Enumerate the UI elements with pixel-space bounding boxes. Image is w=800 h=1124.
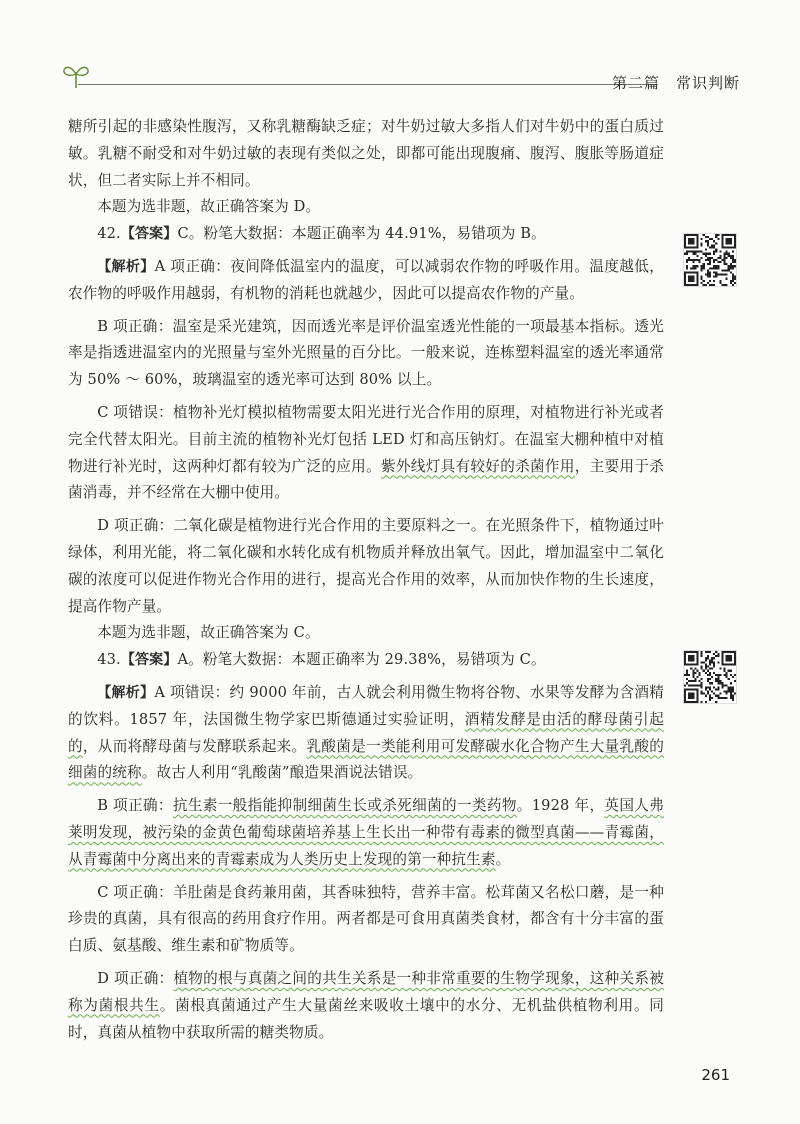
answer-42: 42.【答案】C。粉笔大数据：本题正确率为 44.91%，易错项为 B。 <box>97 225 546 243</box>
highlight: 植物的根与真菌之间的共生关系是一种非常重要的生物学现象，这种关系被称为菌根共生 <box>68 969 664 1014</box>
qr-code-icon[interactable] <box>683 650 737 704</box>
page-content <box>68 114 664 1046</box>
page-number: 261 <box>701 1066 730 1084</box>
analysis-42-c: C 项错误：植物补光灯模拟植物需要太阳光进行光合作用的原理，对植物进行补光或者完全代替太阳光。目前主流的植物补光灯包括 LED 灯和高压钠灯。在温室大棚种植中对植物进行补光时，这两种灯都有较为广泛的应用。紫外线灯具有较好的杀菌作用，主要用于杀菌消毒，并不经常在大棚中使用。 <box>68 403 664 502</box>
highlight: 紫外线灯具有较好的杀菌作用 <box>380 457 575 475</box>
highlight: 抗生素一般指能抑制细菌生长或杀死细菌的一类药物 <box>172 797 517 815</box>
header-rule <box>78 84 656 85</box>
highlight: 酒精发酵是由活的酵母菌引起的 <box>68 710 664 755</box>
analysis-43-a: 【解析】A 项错误：约 9000 年前，古人就会利用微生物将谷物、水果等发酵为含酒精的饮料。1857 年，法国微生物学家巴斯德通过实验证明，酒精发酵是由活的酵母菌引起的，从而将酵母菌与发酵联系起来。乳酸菌是一类能利用可发酵碳水化合物产生大量乳酸的细菌的统称。故古人利用“乳酸菌”酿造果酒说法错误。 <box>68 683 664 782</box>
page-header <box>60 62 740 102</box>
answer-tag: 【答案】 <box>120 652 178 669</box>
analysis-43-b: B 项正确：抗生素一般指能抑制细菌生长或杀死细菌的一类药物。1928 年，英国人弗莱明发现，被污染的金黄色葡萄球菌培养基上生长出一种带有毒素的微型真菌——青霉菌，从青霉菌中分离出来的青霉素成为人类历史上发现的第一种抗生素。 <box>68 797 665 868</box>
analysis-43-d: D 项正确：植物的根与真菌之间的共生关系是一种非常重要的生物学现象，这种关系被称为菌根共生。菌根真菌通过产生大量菌丝来吸收土壤中的水分、无机盐供植物利用。同时，真菌从植物中获取所需的糖类物质。 <box>68 969 664 1041</box>
analysis-tag: 【解析】 <box>97 258 155 275</box>
analysis-43-c: C 项正确：羊肚菌是食药兼用菌，其香味独特，营养丰富。松茸菌又名松口蘑，是一种珍贵的真菌，具有很高的药用食疗作用。两者都是可食用真菌类食材，都含有十分丰富的蛋白质、氨基酸、维生素和矿物质等。 <box>68 883 664 955</box>
section-title: 第二篇 常识判断 <box>611 74 740 92</box>
analysis-42-b: B 项正确：温室是采光建筑，因而透光率是评价温室透光性能的一项最基本指标。透光率是指透进温室内的光照量与室外光照量的百分比。一般来说，连栋塑料温室的透光率通常为 50% ～ 60%，玻璃温室的透光率可达到 80% 以上。 <box>68 317 664 389</box>
qr-code-icon[interactable] <box>683 233 737 287</box>
paragraph: 本题为选非题，故正确答案为 D。 <box>97 198 321 216</box>
qr-code-icon <box>684 234 736 286</box>
highlight: 乳酸菌是一类能利用可发酵碳水化合物产生大量乳酸的细菌的统称 <box>68 737 664 782</box>
answer-tag: 【答案】 <box>120 226 178 243</box>
paragraph: 糖所引起的非感染性腹泻，又称乳糖酶缺乏症；对牛奶过敏大多指人们对牛奶中的蛋白质过敏。乳糖不耐受和对牛奶过敏的表现有类似之处，即都可能出现腹痛、腹泻、腹胀等肠道症状，但二者实际上并不相同。 <box>68 118 664 189</box>
qr-code-icon <box>684 651 736 703</box>
analysis-tag: 【解析】 <box>97 684 155 701</box>
highlight: 英国人弗莱明发现，被污染的金黄色葡萄球菌培养基上生长出一种带有毒素的微型真菌——青霉菌，从青霉菌中分离出来的青霉素成为人类历史上发现的第一种抗生素 <box>68 797 665 868</box>
paragraph: 本题为选非题，故正确答案为 C。 <box>97 624 320 642</box>
answer-43: 43.【答案】A。粉笔大数据：本题正确率为 29.38%，易错项为 C。 <box>97 651 546 669</box>
analysis-42-a: 【解析】A 项正确：夜间降低温室内的温度，可以减弱农作物的呼吸作用。温度越低，农作物的呼吸作用越弱，有机物的消耗也就越少，因此可以提高农作物的产量。 <box>68 257 664 302</box>
analysis-42-d: D 项正确：二氧化碳是植物进行光合作用的主要原料之一。在光照条件下，植物通过叶绿体，利用光能，将二氧化碳和水转化成有机物质并释放出氧气。因此，增加温室中二氧化碳的浓度可以促进作物光合作用的进行，提高光合作用的效率，从而加快作物的生长速度，提高作物产量。 <box>68 517 664 615</box>
sprout-icon <box>60 62 92 90</box>
